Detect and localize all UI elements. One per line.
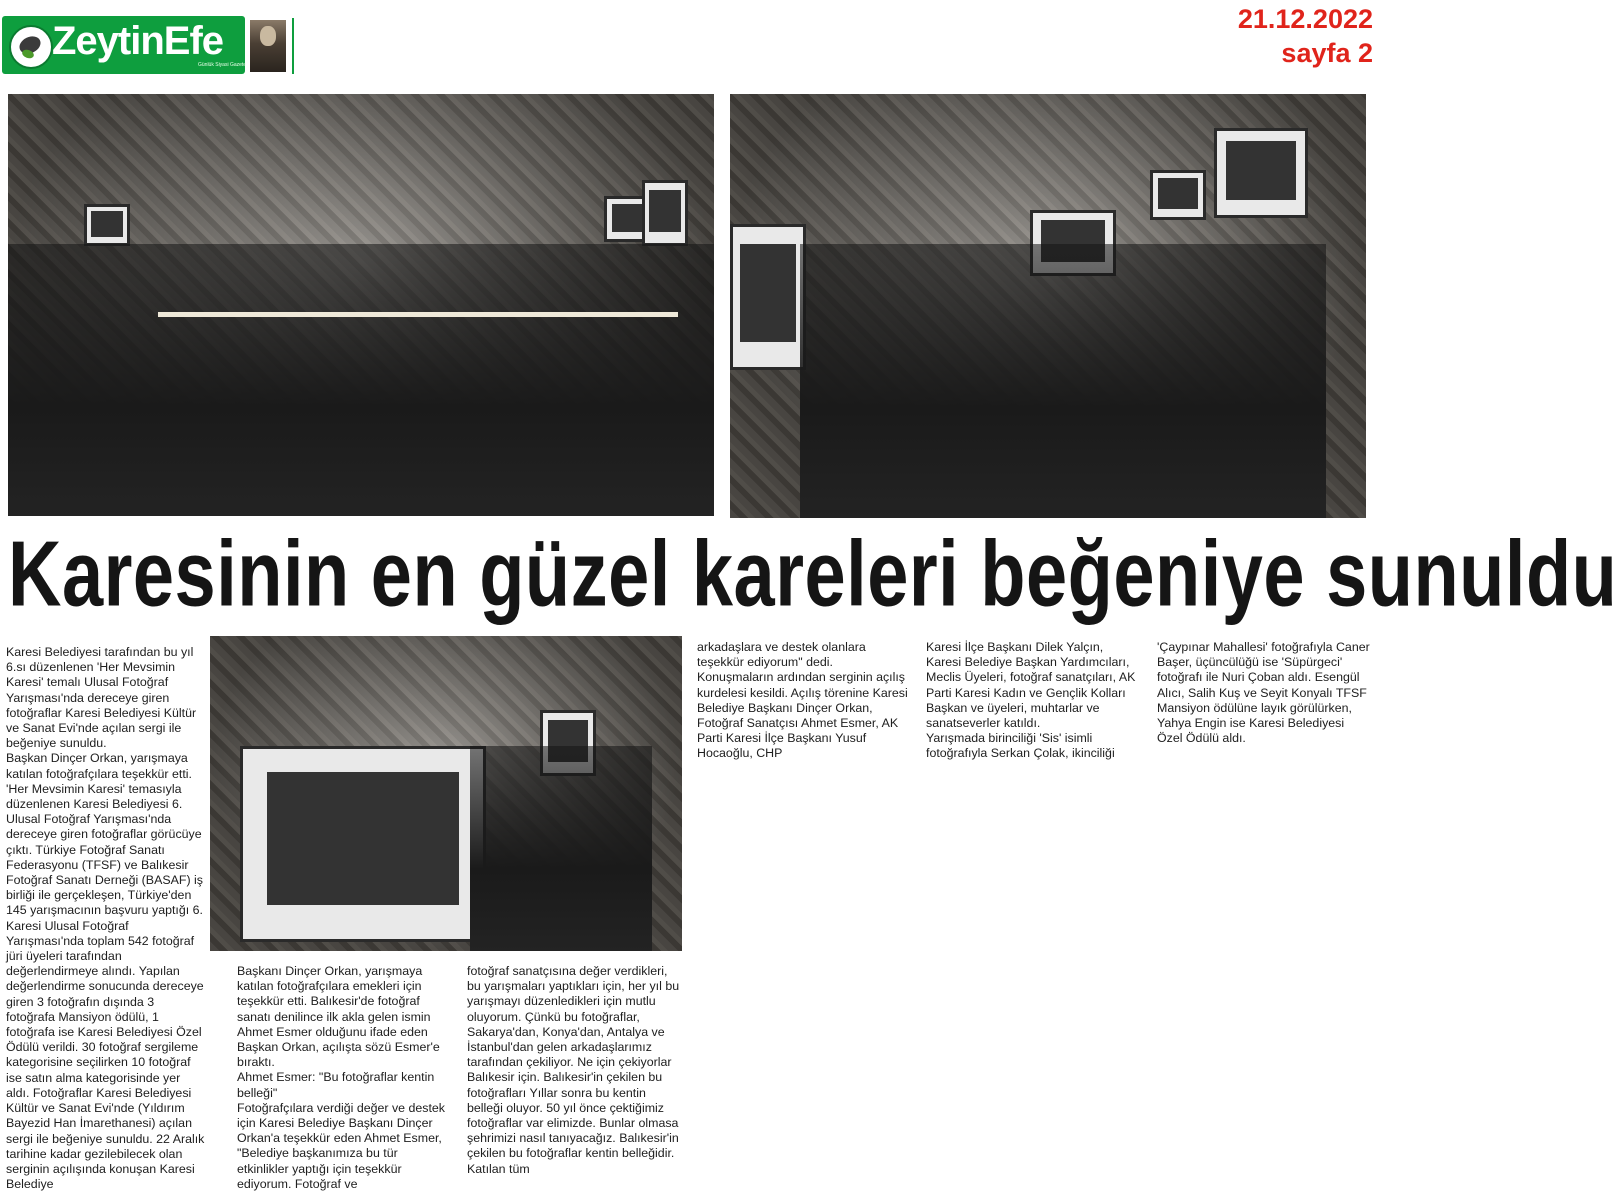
article-column-5: Karesi İlçe Başkanı Dilek Yalçın, Karesi Belediye Başkan Yardımcıları, Meclis Üyeleri, fotoğraf sanatçıları, AK Parti Karesi Kadın ve Gençlik Kolları Başkan ve üyeleri, muhtarlar ve sanatseverler katıldı. Yarışmada birinciliği 'Sis' isimli fotoğrafıyla Serkan Çolak, ikinciliği — [926, 640, 1136, 761]
ataturk-portrait-icon — [250, 20, 286, 72]
brand-name: ZeytinEfe — [52, 19, 224, 63]
issue-info — [1238, 2, 1373, 70]
photo-exhibition-viewing — [210, 636, 682, 951]
masthead-divider — [292, 18, 294, 74]
brand-tagline: Günlük Siyasi Gazete — [198, 62, 247, 68]
page-number: sayfa 2 — [1281, 38, 1373, 68]
article-column-6: 'Çaypınar Mahallesi' fotoğrafıyla Caner Başer, üçüncülüğü ise 'Süpürgeci' fotoğrafı ile Nuri Çoban aldı. Esengül Alıcı, Salih Kuş ve Seyit Konyalı TFSF Mansiyon ödülüne layık görülürken, Yahya Engin ise Karesi Belediyesi Özel Ödülü aldı. — [1157, 640, 1370, 746]
article-column-4: arkadaşlara ve destek olanlara teşekkür ediyorum" dedi. Konuşmaların ardından serginin açılış kurdelesi kesildi. Açılış törenine Karesi Belediye Başkanı Dinçer Orkan, Fotoğraf Sanatçısı Ahmet Esmer, AK Parti Karesi İlçe Başkanı Yusuf Hocaoğlu, CHP — [697, 640, 908, 761]
issue-date: 21.12.2022 — [1237, 4, 1373, 34]
article-column-3: fotoğraf sanatçısına değer verdikleri, bu yarışmaları yaptıkları için, her yıl bu yarışmayı düzenledikleri için mutlu oluyorum. Çünkü bu fotoğraflar, Sakarya'dan, Konya'dan, Antalya ve İstanbul'dan gelen arkadaşlarımız tarafından çekiliyor. Ne için çekiyorlar Balıkesir için. Balıkesir'in çekilen bu fotoğrafları Yıllar sonra bu kentin belleği oluyor. 50 yıl önce çektiğimiz fotoğraflar var elimizde. Bunlar olmasa şehrimizi nasıl tanıyacağız. Balıkesir'in çekilen bu fotoğraflar kentin belleğidir. Katılan tüm — [467, 964, 680, 1176]
article-headline: Karesinin en güzel kareleri beğeniye sunuldu — [8, 521, 1617, 626]
photo-group-portrait — [730, 94, 1366, 518]
olive-emblem-icon — [9, 25, 53, 69]
photo-ribbon-cutting — [8, 94, 714, 516]
article-column-1: Karesi Belediyesi tarafından bu yıl 6.sı düzenlenen 'Her Mevsimin Karesi' temalı Ulusal Fotoğraf Yarışması'nda dereceye giren fotoğraflar Karesi Belediyesi Kültür ve Sanat Evi'nde açılan sergi ile beğeniye sunuldu. Başkan Dinçer Orkan, yarışmaya katılan fotoğrafçılara teşekkür etti. 'Her Mevsimin Karesi' temasıyla düzenlenen Karesi Belediyesi 6. Ulusal Fotoğraf Yarışması'nda dereceye giren fotoğraflar görücüye çıktı. Türkiye Fotoğraf Sanatı Federasyonu (TFSF) ve Balıkesir Fotoğraf Sanatı Derneği (BASAF) iş birliği ile gerçekleşen, Türkiye'den 145 yarışmacının başvuru yaptığı 6. Karesi Ulusal Fotoğraf Yarışması'nda toplam 542 fotoğraf jüri üyeleri tarafından değerlendirmeye alındı. Yapılan değerlendirme sonucunda dereceye giren 3 fotoğrafın dışında 3 fotoğrafa Mansiyon ödülü, 1 fotoğrafa ise Karesi Belediyesi Özel Ödülü verildi. 30 fotoğraf sergileme kategorisine seçilirken 10 fotoğraf ise satın alma kategorisinde yer aldı. Fotoğraflar Karesi Belediyesi Kültür ve Sanat Evi'nde (Yıldırım Bayezid Han İmarethanesi) açılan sergi ile beğeniye sunuldu. 22 Aralık tarihine kadar gezilebilecek olan serginin açılışında konuşan Karesi Belediye — [6, 645, 205, 1192]
masthead-logo — [2, 16, 245, 74]
article-column-2: Başkanı Dinçer Orkan, yarışmaya katılan fotoğrafçılara emekleri için teşekkür etti. Balıkesir'de fotoğraf sanatı denilince ilk akla gelen ismin Ahmet Esmer olduğunu ifade eden Başkan Orkan, açılışta sözü Esmer'e bıraktı. Ahmet Esmer: "Bu fotoğraflar kentin belleği" Fotoğrafçılara verdiği değer ve destek için Karesi Belediye Başkanı Dinçer Orkan'a teşekkür eden Ahmet Esmer, "Belediye başkanımıza bu tür etkinlikler yaptığı için teşekkür ediyorum. Fotoğraf ve — [237, 964, 445, 1191]
